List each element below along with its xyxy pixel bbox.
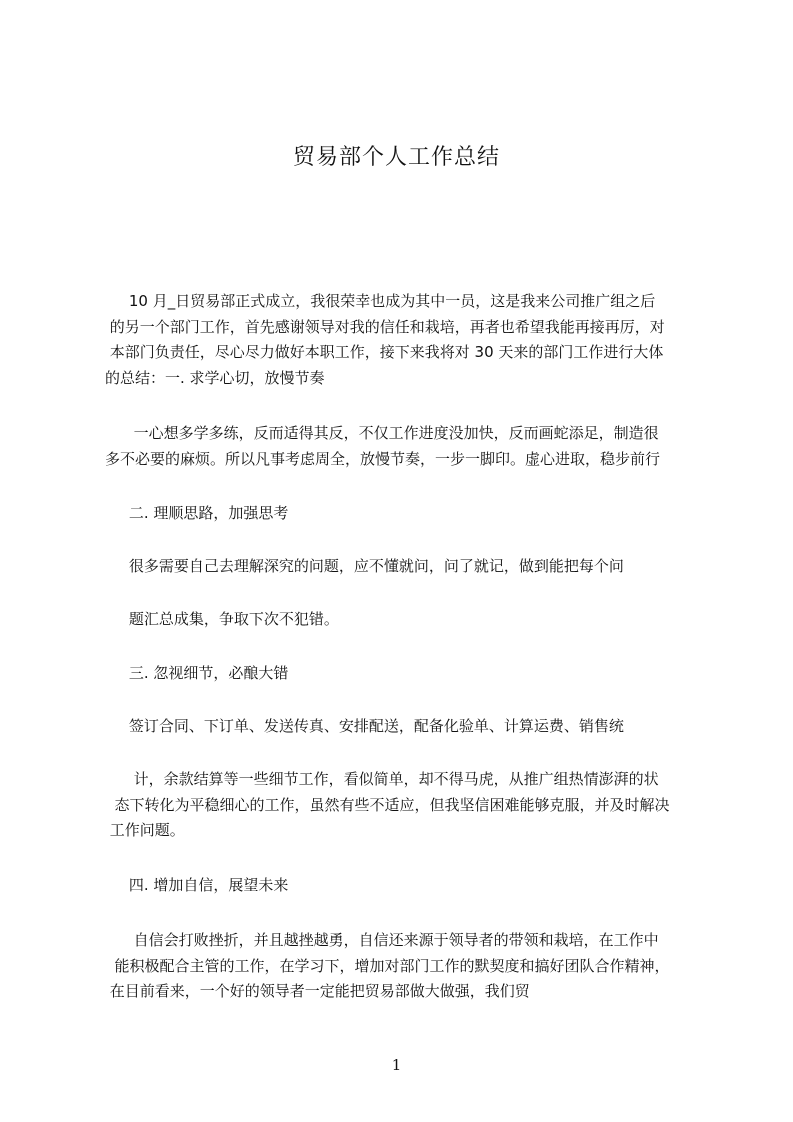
paragraph-intro (105, 289, 665, 391)
paragraph-line: 四. 增加自信，展望未来 (105, 876, 289, 894)
paragraph-line: 本部门负责任，尽心尽力做好本职工作，接下来我将对 30 天来的部门工作进行大体 (105, 343, 664, 361)
paragraph-line: 很多需要自己去理解深究的问题，应不懂就问，问了就记，做到能把每个问 (105, 557, 624, 575)
section-heading-2 (105, 501, 288, 527)
paragraph-study (105, 421, 660, 472)
paragraph-details (105, 767, 670, 844)
paragraph-line: 的总结：一. 求学心切，放慢节奏 (105, 368, 325, 387)
paragraph-line: 自信会打败挫折，并且越挫越勇，自信还来源于领导者的带领和栽培，在工作中 (105, 931, 659, 949)
paragraph-line: 工作问题。 (105, 821, 185, 839)
paragraph-tasks (105, 714, 624, 740)
paragraph-line: 题汇总成集，争取下次不犯错。 (105, 610, 339, 628)
paragraph-think (105, 554, 624, 580)
paragraph-line: 多不必要的麻烦。所以凡事考虑周全，放慢节奏，一步一脚印。虚心进取，稳步前行 (105, 449, 661, 468)
page-number: 1 (391, 1056, 402, 1074)
paragraph-line: 态下转化为平稳细心的工作，虽然有些不适应，但我坚信困难能够克服，并及时解决 (105, 795, 670, 814)
page-title: 贸易部个人工作总结 (292, 145, 500, 170)
paragraph-line: 计，余款结算等一些细节工作，看似简单，却不得马虎，从推广组热情澎湃的状 (105, 770, 659, 788)
paragraph-summary (105, 607, 339, 633)
paragraph-line: 在目前看来，一个好的领导者一定能把贸易部做大做强，我们贸 (105, 982, 530, 1000)
paragraph-line: 10 月_日贸易部正式成立，我很荣幸也成为其中一员，这是我来公司推广组之后 (105, 292, 656, 310)
section-heading-3 (105, 661, 288, 687)
paragraph-line: 签订合同、下订单、发送传真、安排配送，配备化验单、计算运费、销售统 (105, 717, 624, 735)
paragraph-line: 一心想多学多练，反而适得其反，不仅工作进度没加快，反而画蛇添足，制造很 (105, 424, 659, 442)
paragraph-confidence (105, 928, 670, 1005)
paragraph-line: 能积极配合主管的工作，在学习下，增加对部门工作的默契度和搞好团队合作精神， (105, 956, 670, 975)
paragraph-line: 二. 理顺思路，加强思考 (105, 504, 289, 522)
section-heading-4 (105, 873, 288, 899)
paragraph-line: 的另一个部门工作，首先感谢领导对我的信任和栽培，再者也希望我能再接再厉，对 (105, 317, 665, 336)
paragraph-line: 三. 忽视细节，必酿大错 (105, 664, 289, 682)
